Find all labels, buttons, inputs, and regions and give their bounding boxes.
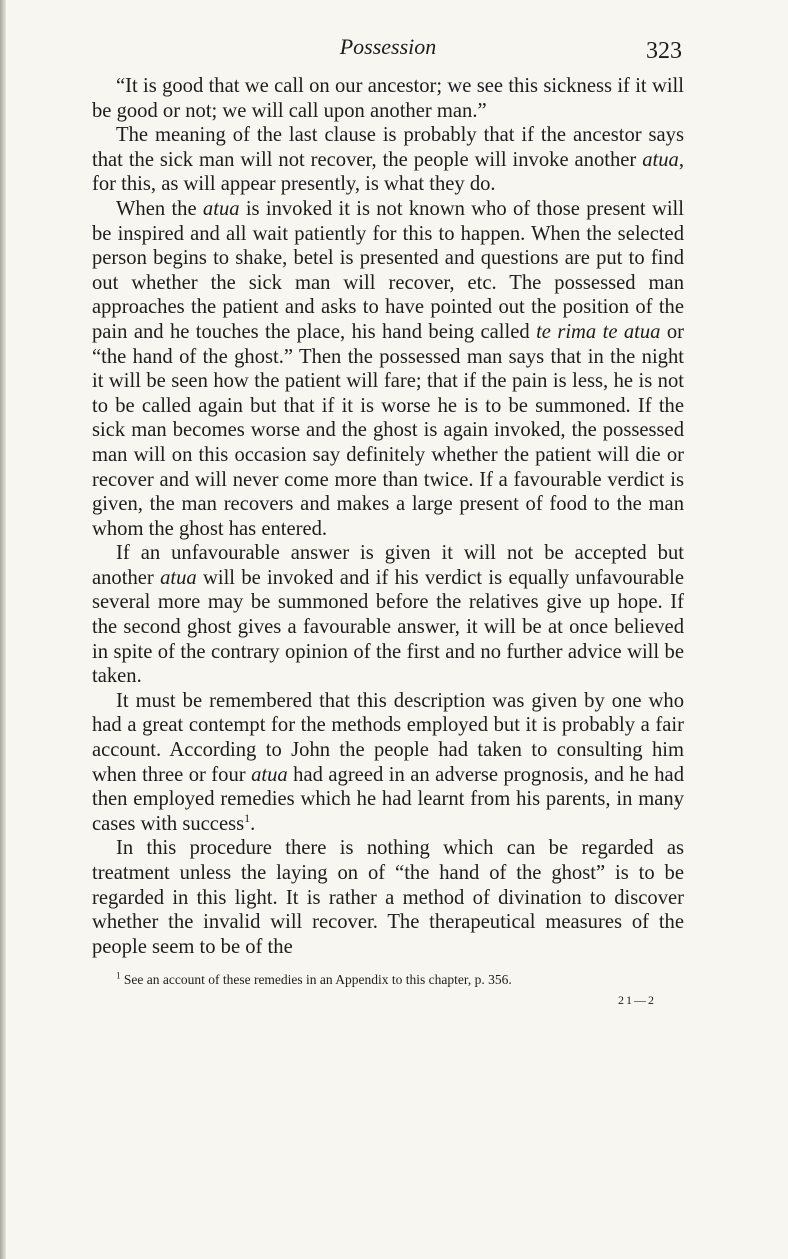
text-run: When the — [116, 197, 203, 220]
text-run: The meaning of the last clause is probably that if the ancestor says that the sick man will not recover, the people will invoke another — [92, 124, 684, 171]
italic-term: atua — [160, 566, 197, 589]
text-run: , for this, as will appear presently, is what they do. — [92, 148, 684, 196]
book-page — [92, 34, 684, 1008]
italic-term: atua — [642, 148, 679, 171]
page-binding-edge — [0, 0, 6, 1259]
text-run: is invoked it is not known who of those present will be inspired and all wait patiently for this to happen. When the selected person begins to shake, betel is presented and questions are put to find out whether the sick man will recover, etc. The possessed man approaches the patient and asks to have pointed out the position of the pain and he touches the place, his hand being called — [92, 197, 684, 343]
italic-term: atua — [202, 197, 240, 220]
footnote-marker: 1 — [116, 970, 121, 981]
body-text — [92, 74, 684, 959]
text-run: It must be remembered that this description was given by one who had a great contempt for the methods employed but it is probably a fair account. According to John the people had taken to consulting him when three or four — [92, 689, 684, 786]
signature-mark: 21—2 — [618, 993, 656, 1008]
footnote — [92, 971, 684, 989]
paragraph — [92, 836, 684, 959]
footnote-text: See an account of these remedies in an Appendix to this chapter, p. 356. — [123, 972, 512, 988]
paragraph — [92, 541, 684, 689]
text-run: If an unfavourable answer is given it will not be accepted but another — [92, 542, 684, 589]
italic-term: te rima te atua — [536, 320, 661, 343]
running-title: Possession — [339, 34, 437, 59]
paragraph — [92, 123, 684, 197]
text-run: will be invoked and if his verdict is equally unfavourable several more may be summoned before the relatives give up hope. If the second ghost gives a favourable answer, it will be at once believed in spite of the contrary opinion of the first and no further advice will be taken. — [92, 566, 684, 688]
text-run: . — [250, 812, 256, 835]
text-run: “It is good that we call on our ancestor; we see this sickness if it will be good or not; we will call upon another man.” — [92, 75, 684, 122]
paragraph — [92, 689, 684, 837]
text-run: In this procedure there is nothing which can be regarded as treatment unless the laying on of “the hand of the ghost” is to be regarded in this light. It is rather a method of divination to discover whether the invalid will recover. The therapeutical measures of the people seem to be of the — [92, 837, 684, 958]
page-number: 323 — [646, 38, 682, 64]
page-header — [92, 34, 684, 74]
italic-term: atua — [251, 763, 288, 786]
paragraph — [92, 197, 684, 541]
text-run: had agreed in an adverse prognosis, and he had then employed remedies which he had learnt from his parents, in many cases with success — [92, 763, 684, 835]
paragraph — [92, 74, 684, 123]
text-run: or “the hand of the ghost.” Then the possessed man says that in the night it will be seen how the patient will fare; that if the pain is less, he is not to be called again but that if it is worse he is to be summoned. If the sick man becomes worse and the ghost is again invoked, the possessed man will on this occasion say definitely whether the patient will die or recover and will never come more than twice. If a favourable verdict is given, the man recovers and makes a large present of food to the man whom the ghost has entered. — [92, 320, 685, 540]
footnote-reference: 1 — [244, 810, 251, 825]
